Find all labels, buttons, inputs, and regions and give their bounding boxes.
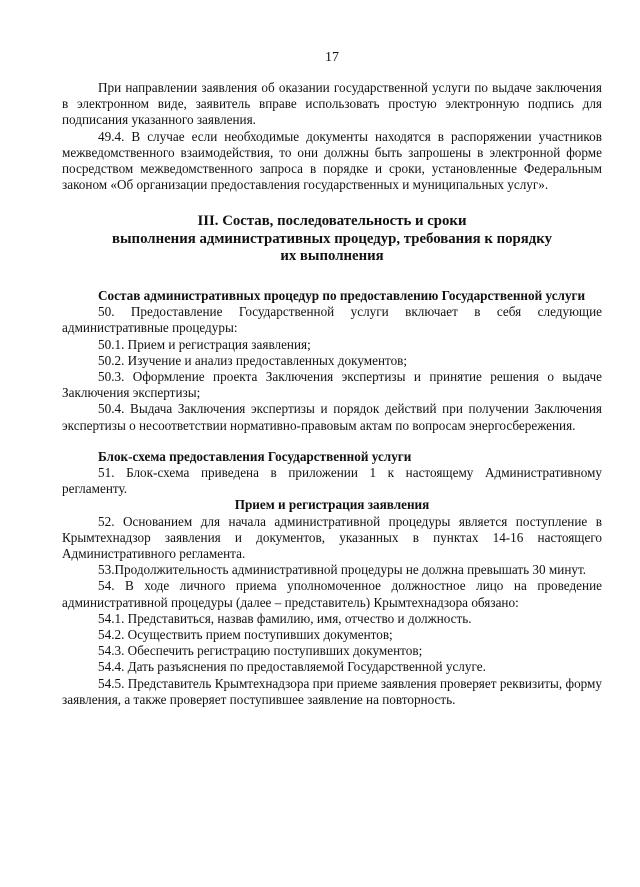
- paragraph-54-3: 54.3. Обеспечить регистрацию поступивших документов;: [98, 643, 423, 659]
- paragraph-50-1: 50.1. Прием и регистрация заявления;: [98, 336, 311, 352]
- heading-flowchart: Блок-схема предоставления Государственной услуги: [98, 448, 412, 464]
- paragraph-49-4: 49.4. В случае если необходимые документы находятся в распоряжении участников межведомственного взаимодействия, то они должны быть запрошены в электронной форме посредством межведомственного запроса в порядке и сроки, установленные Федеральным законом «Об организации предоставления государственных и муниципальных услуг».: [62, 128, 602, 193]
- heading-reception: Прием и регистрация заявления: [234, 497, 430, 513]
- paragraph-54-2: 54.2. Осуществить прием поступивших документов;: [98, 626, 393, 642]
- paragraph-50-4: 50.4. Выдача Заключения экспертизы и порядок действий при получении Заключения экспертизы о несоответствии нормативно-правовым актам по вопросам энергосбережения.: [62, 401, 602, 433]
- paragraph-51: 51. Блок-схема приведена в приложении 1 к настоящему Административному регламенту.: [62, 464, 602, 497]
- paragraph-52: 52. Основанием для начала административной процедуры является поступление в Крымтехнадзор заявления и документов, указанных в пунктах 14-16 настоящего Административного регламента.: [62, 513, 602, 561]
- paragraph-54-4: 54.4. Дать разъяснения по предоставляемой Государственной услуге.: [98, 659, 486, 675]
- section-title-line-2: выполнения административных процедур, требования к порядку: [112, 230, 552, 247]
- heading-composition: Состав административных процедур по предоставлению Государственной услуги: [98, 287, 586, 303]
- paragraph-50: 50. Предоставление Государственной услуги включает в себя следующие административные процедуры:: [62, 304, 602, 336]
- page-number: 17: [325, 50, 339, 65]
- paragraph-54: 54. В ходе личного приема уполномоченное должностное лицо на проведение административной процедуры (далее – представитель) Крымтехнадзора обязано:: [62, 578, 602, 610]
- section-title-line-3: их выполнения: [280, 248, 384, 265]
- paragraph-54-1: 54.1. Представиться, назвав фамилию, имя, отчество и должность.: [98, 610, 472, 626]
- paragraph-50-3: 50.3. Оформление проекта Заключения экспертизы и принятие решения о выдаче Заключения экспертизы;: [62, 368, 602, 401]
- paragraph-50-2: 50.2. Изучение и анализ предоставленных документов;: [98, 352, 408, 368]
- section-title: [62, 213, 602, 266]
- section-title-line-1: III. Состав, последовательность и сроки: [197, 213, 467, 230]
- paragraph-54-5: 54.5. Представитель Крымтехнадзора при приеме заявления проверяет реквизиты, форму заявления, а также проверяет поступившее заявление на повторность.: [62, 675, 602, 707]
- document-body: [62, 80, 602, 708]
- paragraph-intro: При направлении заявления об оказании государственной услуги по выдаче заключения в электронном виде, заявитель вправе использовать простую электронную подпись для подписания указанного заявления.: [62, 80, 602, 128]
- paragraph-53: 53.Продолжительность административной процедуры не должна превышать 30 минут.: [98, 562, 587, 578]
